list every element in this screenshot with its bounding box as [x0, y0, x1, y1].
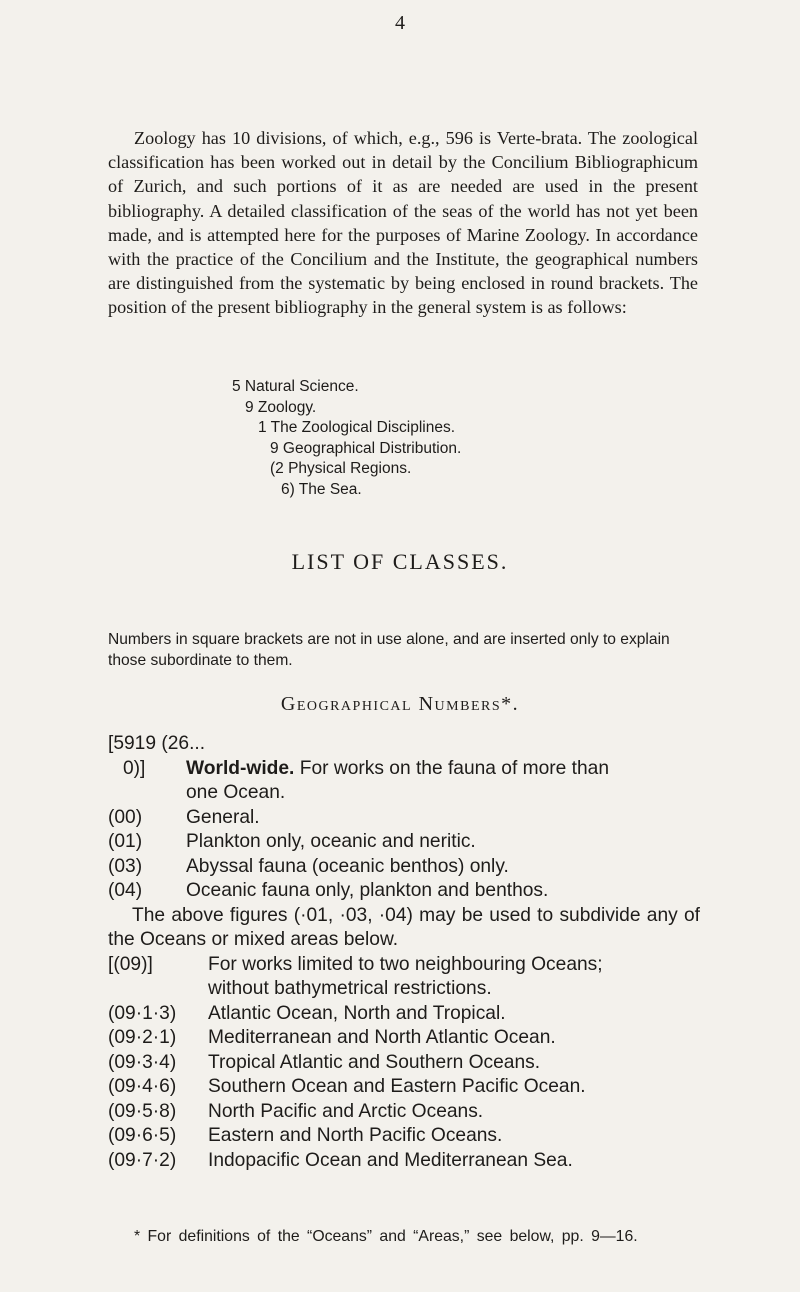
- entry-code: (09·6·5): [108, 1125, 177, 1146]
- entry-desc: Tropical Atlantic and Southern Oceans.: [208, 1051, 541, 1073]
- entry-desc: General.: [186, 806, 260, 828]
- section-title: LIST OF CLASSES.: [291, 549, 509, 574]
- subsection-title: Geographical Numbers*.: [280, 693, 520, 715]
- entry-code: [(09)]: [108, 953, 153, 975]
- class-list: [108, 732, 700, 1173]
- neighbouring-desc-line2: without bathymetrical restrictions.: [208, 978, 492, 999]
- footnote: [108, 1226, 700, 1247]
- entry-desc: Mediterranean and North Atlantic Ocean.: [208, 1027, 556, 1048]
- neighbouring-entry: [108, 953, 700, 978]
- class-entry: [108, 830, 700, 855]
- entry-desc: Indopacific Ocean and Mediterranean Sea.: [208, 1149, 573, 1171]
- entry-code: (09·3·4): [108, 1051, 177, 1073]
- class-entry: [108, 1051, 700, 1076]
- subdivide-note: The above figures (·01, ·03, ·04) may be used to subdivide any of the Oceans or mixed areas below.: [108, 904, 700, 950]
- hierarchy-line: 9 Zoology.: [245, 398, 317, 416]
- entry-code: (03): [108, 855, 143, 877]
- intro-paragraph: Zoology has 10 divisions, of which, e.g., 596 is Verte-brata. The zoological classification has been worked out in detail by the Concilium Bibliographicum of Zurich, and such portions of it as are needed are used in the present bibliography. A detailed classification of the seas of the world has not yet been made, and is attempted here for the purposes of Marine Zoology. In accordance with the practice of the Concilium and the Institute, the geographical numbers are distinguished from the systematic by being enclosed in round brackets. The position of the present bibliography in the general system is as follows:: [108, 128, 698, 318]
- page-number: 4: [395, 12, 405, 34]
- entry-code: (09·2·1): [108, 1027, 177, 1048]
- class-entry: [108, 1149, 700, 1174]
- world-wide-code-line2: 0)]: [123, 757, 146, 779]
- hierarchy-line: 1 The Zoological Disciplines.: [258, 419, 456, 437]
- class-entry: [108, 1124, 700, 1149]
- world-wide-code-line1: [5919 (26...: [108, 733, 206, 754]
- entry-code: [108, 757, 186, 782]
- entry-code: (09·5·8): [108, 1100, 177, 1122]
- hierarchy-line: 6) The Sea.: [281, 480, 362, 498]
- brackets-note: Numbers in square brackets are not in use alone, and are inserted only to explain those subordinate to them.: [108, 631, 670, 669]
- intro-section: [108, 126, 698, 320]
- entry-desc: Eastern and North Pacific Oceans.: [208, 1125, 503, 1146]
- class-entry: [108, 806, 700, 831]
- world-wide-desc-line1: For works on the fauna of more than: [299, 757, 610, 779]
- world-wide-label: World-wide.: [186, 757, 295, 779]
- entry-code: (00): [108, 806, 143, 828]
- world-wide-entry: [108, 757, 700, 782]
- entry-desc: Southern Ocean and Eastern Pacific Ocean.: [208, 1076, 586, 1097]
- entry-code: (09·4·6): [108, 1076, 177, 1097]
- entry-desc: Atlantic Ocean, North and Tropical.: [208, 1002, 506, 1024]
- class-entry: [108, 879, 700, 904]
- world-wide-desc-line2: one Ocean.: [186, 782, 286, 803]
- class-entry: [108, 855, 700, 880]
- class-entry: [108, 1075, 700, 1100]
- footnote-text: * For definitions of the “Oceans” and “Areas,” see below, pp. 9—16.: [134, 1228, 638, 1245]
- class-entry: [108, 1002, 700, 1027]
- hierarchy-line: 9 Geographical Distribution.: [270, 439, 462, 457]
- classification-hierarchy: [232, 377, 461, 501]
- class-entry: [108, 1100, 700, 1125]
- entry-code: (01): [108, 831, 143, 852]
- hierarchy-line: (2 Physical Regions.: [270, 460, 412, 478]
- entry-code: (09·1·3): [108, 1002, 177, 1024]
- hierarchy-line: 5 Natural Science.: [232, 378, 359, 395]
- entry-code: (09·7·2): [108, 1149, 177, 1171]
- entry-desc: Oceanic fauna only, plankton and benthos.: [186, 880, 549, 901]
- entry-desc: Plankton only, oceanic and neritic.: [186, 831, 476, 852]
- entry-code: (04): [108, 880, 143, 901]
- entry-desc: Abyssal fauna (oceanic benthos) only.: [186, 855, 509, 877]
- class-entry: [108, 1026, 700, 1051]
- entry-desc: North Pacific and Arctic Oceans.: [208, 1100, 484, 1122]
- entry-desc: For works limited to two neighbouring Oceans;: [208, 953, 603, 975]
